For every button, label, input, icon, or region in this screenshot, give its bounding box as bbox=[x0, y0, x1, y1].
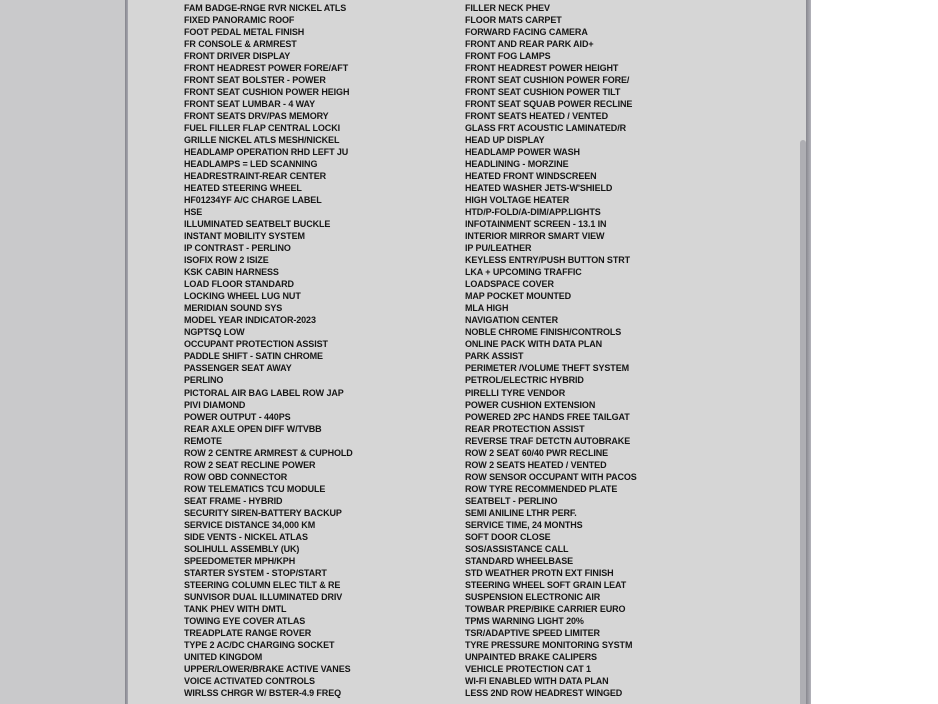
list-item: FRONT HEADREST POWER FORE/AFT bbox=[184, 62, 349, 73]
list-item: PERIMETER /VOLUME THEFT SYSTEM bbox=[465, 363, 630, 374]
list-item: HEATED FRONT WINDSCREEN bbox=[465, 170, 597, 181]
list-item: SIDE VENTS - NICKEL ATLAS bbox=[184, 531, 308, 542]
list-item: PASSENGER SEAT AWAY bbox=[184, 363, 292, 374]
list-item: STEERING WHEEL SOFT GRAIN LEAT bbox=[465, 580, 627, 590]
list-item: FRONT SEAT CUSHION POWER HEIGH bbox=[184, 86, 350, 97]
list-item: UPPER/LOWER/BRAKE ACTIVE VANES bbox=[184, 664, 351, 675]
list-item: SUSPENSION ELECTRONIC AIR bbox=[465, 592, 601, 603]
list-item: SERVICE TIME, 24 MONTHS bbox=[465, 519, 583, 530]
list-item: PIVI DIAMOND bbox=[184, 399, 246, 410]
window-right-border bbox=[806, 0, 811, 704]
list-item: UNITED KINGDOM bbox=[184, 652, 263, 663]
list-item: POWER OUTPUT - 440PS bbox=[184, 411, 291, 422]
list-item: HEADLAMP OPERATION RHD LEFT JU bbox=[184, 146, 349, 157]
list-item: LKA + UPCOMING TRAFFIC bbox=[465, 267, 582, 278]
list-item: REAR AXLE OPEN DIFF W/TVBB bbox=[184, 423, 322, 434]
list-item: WIRLSS CHRGR W/ BSTER-4.9 FREQ bbox=[184, 688, 342, 699]
list-item: SOFT DOOR CLOSE bbox=[465, 531, 551, 542]
list-item: HEADRESTRAINT-REAR CENTER bbox=[184, 170, 327, 181]
list-item: HIGH VOLTAGE HEATER bbox=[465, 195, 570, 205]
list-item: WI-FI ENABLED WITH DATA PLAN bbox=[465, 676, 609, 687]
list-item: FUEL FILLER FLAP CENTRAL LOCKI bbox=[184, 122, 340, 133]
list-item: TPMS WARNING LIGHT 20% bbox=[465, 616, 584, 627]
list-item: ROW 2 SEAT 60/40 PWR RECLINE bbox=[465, 447, 609, 458]
list-item: HTD/P-FOLD/A-DIM/APP.LIGHTS bbox=[465, 207, 601, 218]
list-item: ROW TYRE RECOMMENDED PLATE bbox=[465, 483, 618, 494]
list-item: TOWBAR PREP/BIKE CARRIER EURO bbox=[465, 604, 626, 615]
list-item: ROW 2 SEAT RECLINE POWER bbox=[184, 459, 316, 470]
list-item: VOICE ACTIVATED CONTROLS bbox=[184, 676, 315, 687]
list-item: ONLINE PACK WITH DATA PLAN bbox=[465, 339, 603, 350]
list-item: NAVIGATION CENTER bbox=[465, 315, 558, 326]
list-item: FRONT SEAT CUSHION POWER TILT bbox=[465, 86, 621, 97]
list-item: FRONT DRIVER DISPLAY bbox=[184, 50, 291, 61]
list-item: HEADLINING - MORZINE bbox=[465, 158, 569, 169]
list-item: FOOT PEDAL METAL FINISH bbox=[184, 26, 305, 37]
list-item: NGPTSQ LOW bbox=[184, 327, 245, 338]
equipment-list-pane bbox=[128, 0, 806, 704]
list-item: PERLINO bbox=[184, 375, 224, 386]
list-item: LOADSPACE COVER bbox=[465, 279, 554, 290]
list-item: LOCKING WHEEL LUG NUT bbox=[184, 291, 301, 302]
list-item: MERIDIAN SOUND SYS bbox=[184, 303, 283, 314]
list-item: MLA HIGH bbox=[465, 303, 509, 314]
list-item: ILLUMINATED SEATBELT BUCKLE bbox=[184, 219, 331, 230]
list-item: HEATED WASHER JETS-W'SHIELD bbox=[465, 182, 613, 193]
list-item: SEMI ANILINE LTHR PERF. bbox=[465, 507, 577, 518]
list-item: HSE bbox=[184, 207, 203, 218]
list-item: SOLIHULL ASSEMBLY (UK) bbox=[184, 543, 300, 554]
list-item: HEADLAMPS = LED SCANNING bbox=[184, 158, 318, 169]
list-item: INSTANT MOBILITY SYSTEM bbox=[184, 231, 305, 242]
list-item: TYRE PRESSURE MONITORING SYSTM bbox=[465, 640, 633, 651]
list-item: STD WEATHER PROTN EXT FINISH bbox=[465, 567, 614, 578]
list-item: FRONT FOG LAMPS bbox=[465, 50, 551, 61]
list-item: IP CONTRAST - PERLINO bbox=[184, 243, 291, 254]
list-item: GLASS FRT ACOUSTIC LAMINATED/R bbox=[465, 122, 626, 133]
list-item: HF01234YF A/C CHARGE LABEL bbox=[184, 195, 322, 205]
list-item: ROW 2 SEATS HEATED / VENTED bbox=[465, 459, 607, 470]
list-item: HEATED STEERING WHEEL bbox=[184, 182, 302, 193]
list-item: FRONT SEAT CUSHION POWER FORE/ bbox=[465, 74, 630, 85]
list-item: SPEEDOMETER MPH/KPH bbox=[184, 555, 296, 566]
list-item: ISOFIX ROW 2 ISIZE bbox=[184, 255, 269, 266]
list-item: PETROL/ELECTRIC HYBRID bbox=[465, 375, 584, 386]
list-item: SEAT FRAME - HYBRID bbox=[184, 495, 283, 506]
list-item: PARK ASSIST bbox=[465, 351, 524, 362]
list-item: ROW 2 CENTRE ARMREST & CUPHOLD bbox=[184, 447, 353, 458]
list-item: POWER CUSHION EXTENSION bbox=[465, 399, 596, 410]
list-item: STARTER SYSTEM - STOP/START bbox=[184, 567, 327, 578]
list-item: SERVICE DISTANCE 34,000 KM bbox=[184, 519, 316, 530]
list-item: TOWING EYE COVER ATLAS bbox=[184, 616, 306, 627]
list-item: NOBLE CHROME FINISH/CONTROLS bbox=[465, 327, 622, 338]
list-item: FORWARD FACING CAMERA bbox=[465, 26, 588, 37]
list-item: SUNVISOR DUAL ILLUMINATED DRIV bbox=[184, 592, 343, 603]
list-item: IP PU/LEATHER bbox=[465, 243, 532, 254]
equipment-column-right bbox=[465, 2, 735, 700]
list-item: REVERSE TRAF DETCTN AUTOBRAKE bbox=[465, 435, 631, 446]
list-item: LOAD FLOOR STANDARD bbox=[184, 279, 294, 290]
list-item: POWERED 2PC HANDS FREE TAILGAT bbox=[465, 411, 630, 422]
list-item: FRONT SEATS DRV/PAS MEMORY bbox=[184, 110, 329, 121]
list-item: INFOTAINMENT SCREEN - 13.1 IN bbox=[465, 219, 607, 230]
list-item: STANDARD WHEELBASE bbox=[465, 555, 574, 566]
list-item: ROW TELEMATICS TCU MODULE bbox=[184, 483, 326, 494]
list-item: FR CONSOLE & ARMREST bbox=[184, 38, 297, 49]
list-item: ROW SENSOR OCCUPANT WITH PACOS bbox=[465, 471, 637, 482]
list-item: PIRELLI TYRE VENDOR bbox=[465, 387, 566, 398]
list-item: FIXED PANORAMIC ROOF bbox=[184, 14, 295, 25]
list-item: TSR/ADAPTIVE SPEED LIMITER bbox=[465, 628, 600, 639]
list-item: ROW OBD CONNECTOR bbox=[184, 471, 288, 482]
list-item: HEADLAMP POWER WASH bbox=[465, 146, 580, 157]
list-item: SECURITY SIREN-BATTERY BACKUP bbox=[184, 507, 342, 518]
list-item: UNPAINTED BRAKE CALIPERS bbox=[465, 652, 597, 663]
list-item: MODEL YEAR INDICATOR-2023 bbox=[184, 315, 316, 326]
list-item: SOS/ASSISTANCE CALL bbox=[465, 543, 569, 554]
list-item: FLOOR MATS CARPET bbox=[465, 14, 562, 25]
list-item: FRONT SEAT BOLSTER - POWER bbox=[184, 74, 326, 85]
list-item: TYPE 2 AC/DC CHARGING SOCKET bbox=[184, 640, 335, 651]
list-item: KSK CABIN HARNESS bbox=[184, 267, 279, 278]
list-item: PICTORAL AIR BAG LABEL ROW JAP bbox=[184, 387, 344, 398]
list-item: LESS 2ND ROW HEADREST WINGED bbox=[465, 688, 623, 699]
list-item: REAR PROTECTION ASSIST bbox=[465, 423, 585, 434]
list-item: FILLER NECK PHEV bbox=[465, 2, 550, 13]
list-item: FRONT SEAT SQUAB POWER RECLINE bbox=[465, 98, 633, 109]
list-item: FRONT SEAT LUMBAR - 4 WAY bbox=[184, 98, 316, 109]
list-item: GRILLE NICKEL ATLS MESH/NICKEL bbox=[184, 134, 340, 145]
list-item: FRONT HEADREST POWER HEIGHT bbox=[465, 62, 619, 73]
list-item: FAM BADGE-RNGE RVR NICKEL ATLS bbox=[184, 2, 347, 13]
list-item: MAP POCKET MOUNTED bbox=[465, 291, 572, 302]
outside-area-left bbox=[0, 0, 125, 704]
list-item: VEHICLE PROTECTION CAT 1 bbox=[465, 664, 591, 675]
equipment-column-left bbox=[184, 2, 454, 700]
list-item: TANK PHEV WITH DMTL bbox=[184, 604, 287, 615]
list-item: FRONT AND REAR PARK AID+ bbox=[465, 38, 594, 49]
list-item: KEYLESS ENTRY/PUSH BUTTON STRT bbox=[465, 255, 631, 266]
list-item: TREADPLATE RANGE ROVER bbox=[184, 628, 312, 639]
list-item: SEATBELT - PERLINO bbox=[465, 495, 558, 506]
list-item: INTERIOR MIRROR SMART VIEW bbox=[465, 231, 605, 242]
list-item: FRONT SEATS HEATED / VENTED bbox=[465, 110, 608, 121]
list-item: OCCUPANT PROTECTION ASSIST bbox=[184, 339, 328, 350]
list-item: REMOTE bbox=[184, 435, 222, 446]
list-item: STEERING COLUMN ELEC TILT & RE bbox=[184, 580, 341, 590]
list-item: HEAD UP DISPLAY bbox=[465, 134, 545, 145]
list-item: PADDLE SHIFT - SATIN CHROME bbox=[184, 351, 323, 362]
